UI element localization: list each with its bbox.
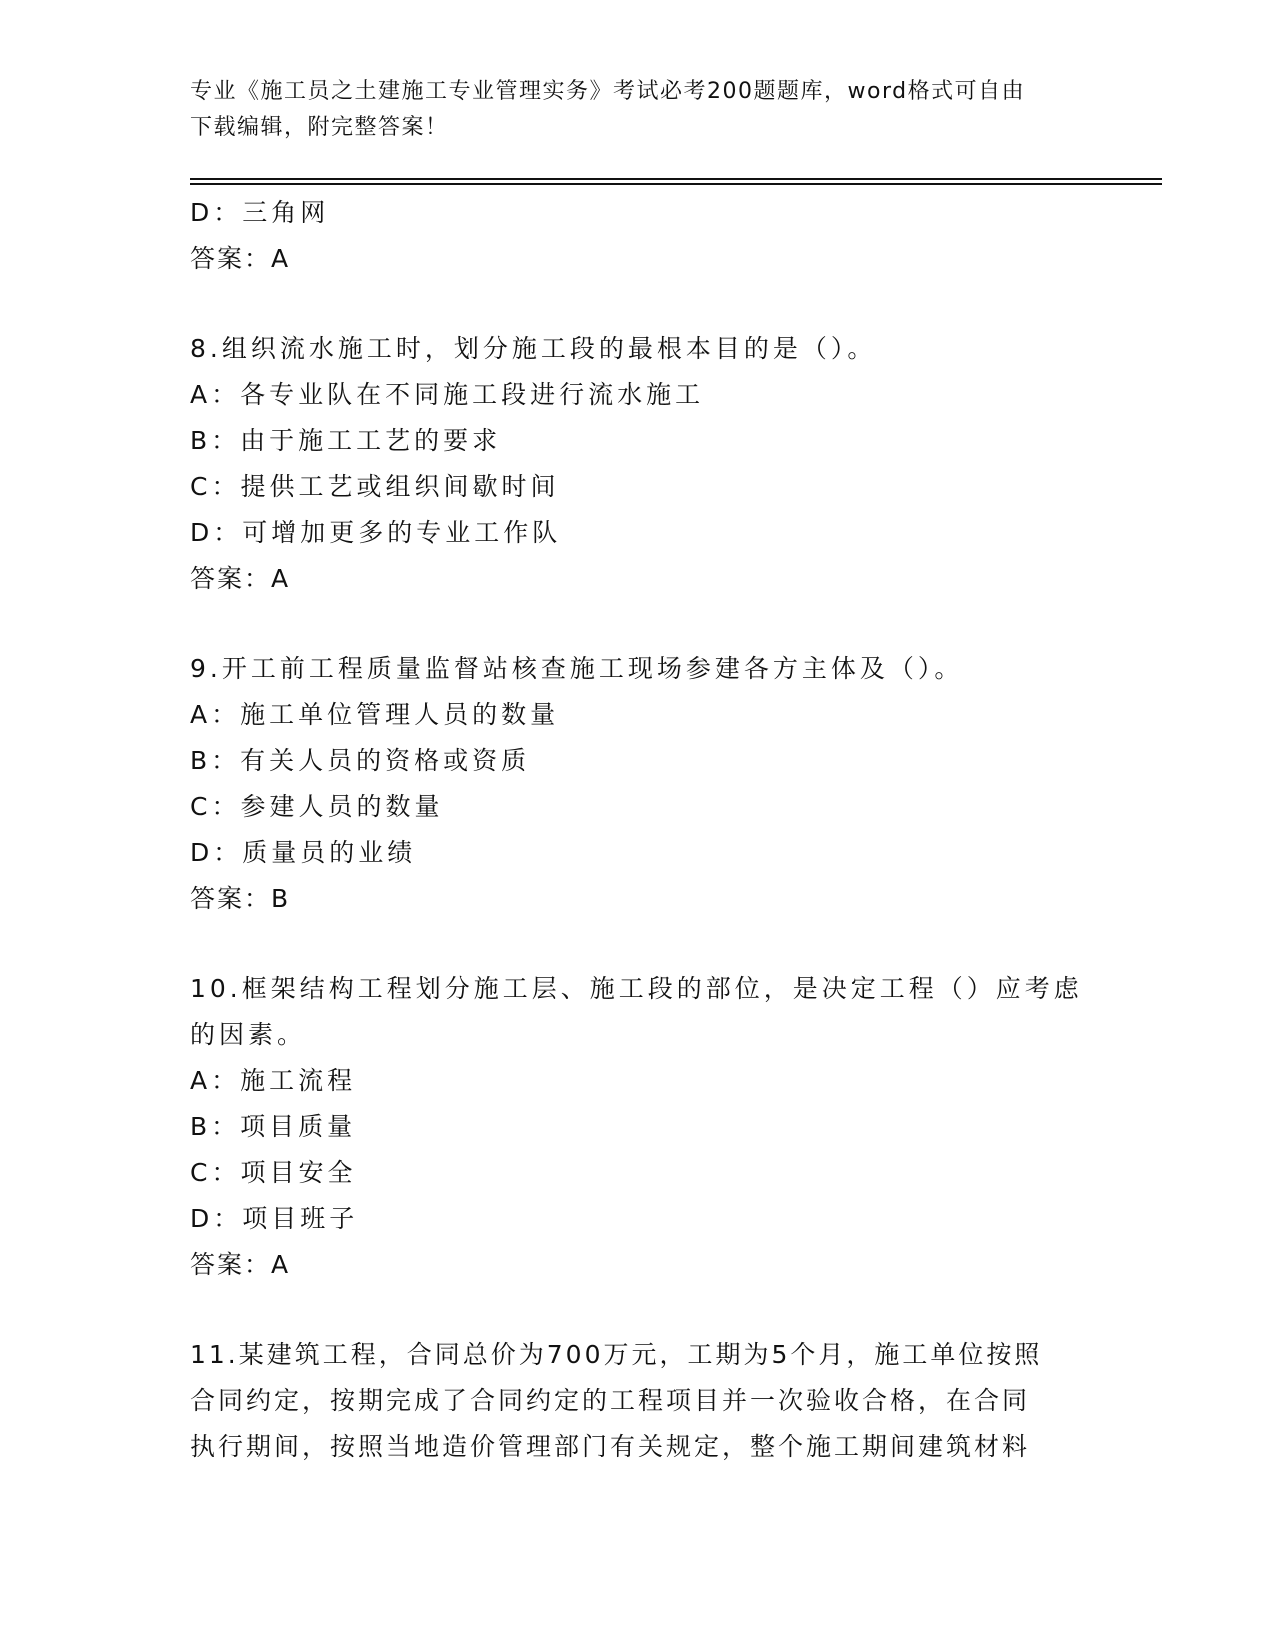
option-c: C：参建人员的数量 [190, 792, 444, 821]
option-b: B：由于施工工艺的要求 [190, 426, 502, 455]
spacer [190, 602, 1085, 646]
option-a: A：施工流程 [190, 1066, 357, 1095]
answer-label: 答案：A [190, 564, 291, 593]
option-d: D：三角网 [190, 198, 330, 227]
option-b: B：项目质量 [190, 1112, 357, 1141]
spacer [190, 282, 1085, 326]
question-list [190, 190, 1085, 1470]
spacer [190, 1288, 1085, 1332]
question-text-line-2: 的因素。 [190, 1020, 307, 1049]
option-d: D：质量员的业绩 [190, 838, 417, 867]
option-b: B：有关人员的资格或资质 [190, 746, 531, 775]
answer-label: 答案：A [190, 244, 291, 273]
option-a: A：各专业队在不同施工段进行流水施工 [190, 380, 705, 409]
header-line-2: 下载编辑，附完整答案！ [190, 115, 449, 140]
header-rule-top [190, 178, 1162, 180]
question-11 [190, 1332, 1085, 1470]
question-text-line-1: 11.某建筑工程，合同总价为700万元，工期为5个月，施工单位按照 [190, 1340, 1043, 1369]
question-10 [190, 966, 1085, 1288]
question-text-line-2: 合同约定，按期完成了合同约定的工程项目并一次验收合格，在合同 [190, 1386, 1031, 1415]
header-rule-bottom [190, 183, 1162, 185]
question-text-line-1: 10.框架结构工程划分施工层、施工段的部位，是决定工程（）应考虑 [190, 974, 1083, 1003]
answer-label: 答案：B [190, 884, 291, 913]
spacer [190, 922, 1085, 966]
question-text: 9.开工前工程质量监督站核查施工现场参建各方主体及（）。 [190, 654, 964, 683]
question-7-tail [190, 190, 1085, 282]
option-d: D：可增加更多的专业工作队 [190, 518, 562, 547]
question-8 [190, 326, 1085, 602]
option-a: A：施工单位管理人员的数量 [190, 700, 560, 729]
question-text: 8.组织流水施工时，划分施工段的最根本目的是（）。 [190, 334, 877, 363]
question-text-line-3: 执行期间，按照当地造价管理部门有关规定，整个施工期间建筑材料 [190, 1432, 1031, 1461]
question-9 [190, 646, 1085, 922]
option-d: D：项目班子 [190, 1204, 359, 1233]
answer-label: 答案：A [190, 1250, 291, 1279]
option-c: C：项目安全 [190, 1158, 357, 1187]
document-header [190, 74, 1070, 146]
option-c: C：提供工艺或组织间歇时间 [190, 472, 560, 501]
header-line-1: 专业《施工员之土建施工专业管理实务》考试必考200题题库，word格式可自由 [190, 79, 1026, 104]
